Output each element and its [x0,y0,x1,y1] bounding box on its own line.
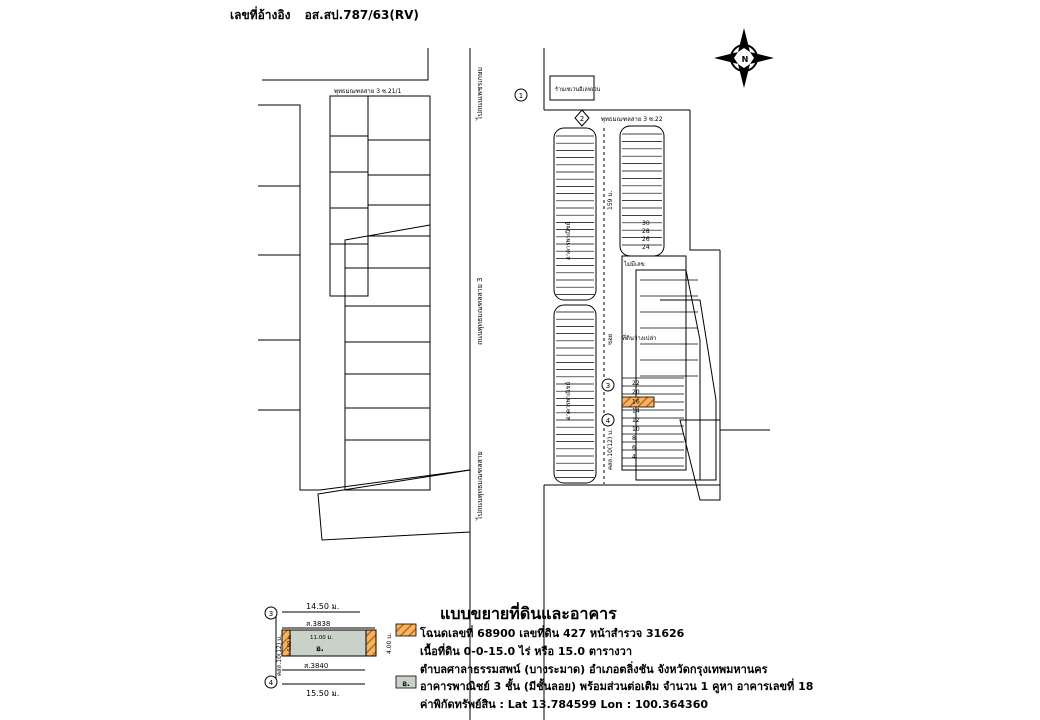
main-road-label: ถนนพุทธมณฑลสาย 3 [476,277,484,345]
soi-right-label: พุทธมณฑลสาย 3 ซ.22 [601,116,663,123]
shop-label: ร้านเซเว่นอีเลฟเว่น [555,87,601,93]
inset-marker-bottom-label: 4 [268,679,274,687]
lane-width-label: คสล.10(12) ม. [607,429,614,470]
inset-bottom-width: 15.50 ม. [306,689,340,698]
reference-label: เลขที่อ้างอิง [230,8,291,22]
lot-label-lower-20: 20 [632,389,640,397]
marker-1: 1 [518,92,524,100]
legend-title: แบบขยายที่ดินและอาคาร [440,604,617,623]
inset-building-rect [282,630,376,656]
top-left-road-label: ไปถนนเพชรเกษม [476,66,484,120]
lot-label-upper-28: 28 [642,228,650,235]
legend-hatch-symbol [396,624,416,636]
legend-coordinates-line: ค่าพิกัดทรัพย์สิน : Lat 13.784599 Lon : 100.364360 [420,698,709,711]
inset-upper-deed: ส.3838 [306,620,331,628]
marker-2: 2 [579,115,585,123]
soi-lane-label: ซอย [607,333,614,345]
left-street-edge-1 [258,105,300,186]
lot-label-lower-4: 4 [632,453,636,461]
side-note-label: ไม่มีเลข [624,261,645,268]
legend-building-code: อ. [402,679,410,688]
inset-left-label: คสล.10(12) ม. [276,635,283,676]
lot-label-lower-12: 12 [632,416,640,424]
inset-height-label: 4.00 ม. [386,632,393,654]
lot-label-upper-24: 24 [642,244,650,251]
legend-location-line: ตำบลศาลาธรรมสพน์ (บางระมาด) อำเภอตลิ่งชัน จังหวัดกรุงเทพมหานคร [420,663,768,676]
reference-code: อส.สป.787/63(RV) [304,8,419,22]
left-block [258,48,470,540]
lot-label-lower-6: 6 [632,444,636,452]
building-text-lower: อาคารพาณิชย์ [565,381,572,420]
compass-letter: N [741,55,749,64]
inset-left-inner: 4.00 ม. [287,634,293,652]
inset-top-width: 14.50 ม. [306,602,340,611]
legend-building-line: อาคารพาณิชย์ 3 ชั้น (มีชั้นลอย) พร้อมส่วนต่อเติม จำนวน 1 คูหา อาคารเลขที่ 18 [420,680,814,693]
marker-4: 4 [605,417,611,425]
lot-label-lower-16: 16 [632,398,640,406]
right-block [550,76,770,500]
marker-3: 3 [605,382,611,390]
inset-marker-top-label: 3 [268,610,274,618]
inset-lower-deed: ส.3840 [304,662,329,670]
inset-area-label: 11.00 ม. [310,635,333,641]
lot-label-lower-22: 22 [632,380,640,387]
inset-hatch-right [366,630,376,656]
legend-deed-line: โฉนดเลขที่ 68900 เลขที่ดิน 427 หน้าสำรวจ 31626 [420,627,685,640]
bottom-road-label: ไปถนนพุทธมณฑลสาย [476,451,484,520]
vacant-land-label: ที่ดินว่างเปล่า [622,335,657,342]
inset-building-code: อ. [316,644,324,653]
left-block-top-boundary [262,48,428,80]
soi-left-label: พุทธมณฑลสาย 3 ซ.21/1 [334,88,402,95]
lot-label-upper-30: 30 [642,220,650,227]
lot-label-lower-8: 8 [632,435,636,443]
building-text-upper: อาคารพาณิชย์ [565,221,572,260]
lot-label-upper-26: 26 [642,236,650,243]
lot-divisions [556,134,698,478]
lot-label-lower-14: 14 [632,407,640,415]
reference-header [230,6,429,25]
lot-label-lower-10: 10 [632,426,640,433]
legend-area-line: เนื้อที่ดิน 0-0-15.0 ไร่ หรือ 15.0 ตารางวา [420,645,633,658]
road-width-label: 159 ม. [607,190,614,210]
